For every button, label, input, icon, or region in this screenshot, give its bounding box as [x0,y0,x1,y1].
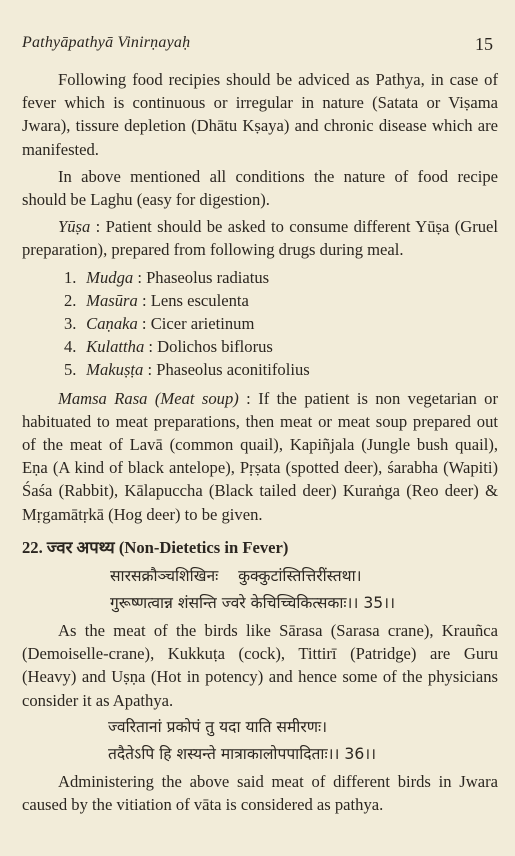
list-number: 4. [64,336,77,356]
page-number: 15 [475,34,493,54]
drug-name: Makuṣṭa [86,359,144,379]
section-heading: 22. ज्वर अपथ्य (Non-Dietetics in Fever) [22,537,289,557]
mamsa-lead: Mamsa Rasa (Meat soup) [58,388,239,408]
drug-latin: : Phaseolus radiatus [133,267,270,287]
drug-name: Masūra [86,290,138,310]
list-number: 2. [64,290,77,310]
yusa-lead: Yūṣa [58,217,91,237]
list-item [64,335,498,358]
paragraph-pathya-intro: Following food recipies should be adviced as Pathya, in case of fever which is continuous or irregular in nature (Satata or Viṣama Jwara), tissure depletion (Dhātu Kṣaya) and chronic disease which are manifested. [22,70,498,159]
drug-latin: : Cicer arietinum [137,313,255,333]
paragraph-laghu: In above mentioned all conditions the nature of food recipe should be Laghu (easy for digestion). [22,166,498,210]
drug-name: Mudga [86,267,134,287]
paragraph-final: Administering the above said meat of different birds in Jwara caused by the vitiation of vāta is considered as pathya. [22,771,498,815]
list-number: 5. [64,359,77,379]
verse-36-line-2: तदैतेऽपि हि शस्यन्ते मात्राकालोपपादिताः।। 36।। [108,744,377,763]
drug-list [22,266,498,381]
drug-name: Kulattha [86,336,145,356]
paragraph-yusa [22,215,498,261]
drug-latin: : Phaseolus aconitifolius [143,359,310,379]
verse-35-line-2: गुरूष्णत्वान्न शंसन्ति ज्वरे केचिच्चिकित्सकाः।। 35।। [110,594,395,613]
verse-35-line-1: सारसक्रौञ्चशिखिनः कुक्कुटांस्तित्तिरींस्तथा। [110,567,362,586]
list-item [64,289,498,312]
list-item [64,312,498,335]
verse-36-line-1: ज्वरितानां प्रकोपं तु यदा याति समीरणः। [108,717,328,736]
yusa-text: : Patient should be asked to consume different Yūṣa (Gruel preparation), prepared from following drugs during meal. [22,217,498,260]
drug-latin: : Dolichos biflorus [144,336,273,356]
body-text [22,68,498,816]
list-number: 1. [64,267,77,287]
drug-latin: : Lens esculenta [137,290,249,310]
list-item [64,266,498,289]
paragraph-birds: As the meat of the birds like Sārasa (Sarasa crane), Krauñca (Demoiselle-crane), Kukkuṭa (cock), Tittirī (Patridge) are Guru (Heavy) and Uṣṇa (Hot in potency) and hence some of the physicians consider it as Apathya. [22,621,498,710]
list-number: 3. [64,313,77,333]
running-title: Pathyāpathyā Vinirṇayaḥ [22,34,191,51]
mamsa-text: : If the patient is non vegetarian or habituated to meat preparations, then meat or meat soup prepared out of the meat of Lavā (common quail), Kapiñjala (Jungle bush quail), Eṇa (A kind of black antelope), Pṛṣata (spotted deer), śarabha (Wapiti) Śaśa (Rabbit), Kālapuccha (Black tailed deer) Kuraṅga (Reo deer) & Mṛgamātṛkā (Hog deer) to be given. [22,388,498,524]
list-item [64,358,498,381]
paragraph-mamsa-rasa [22,387,498,526]
drug-name: Caṇaka [86,313,138,333]
